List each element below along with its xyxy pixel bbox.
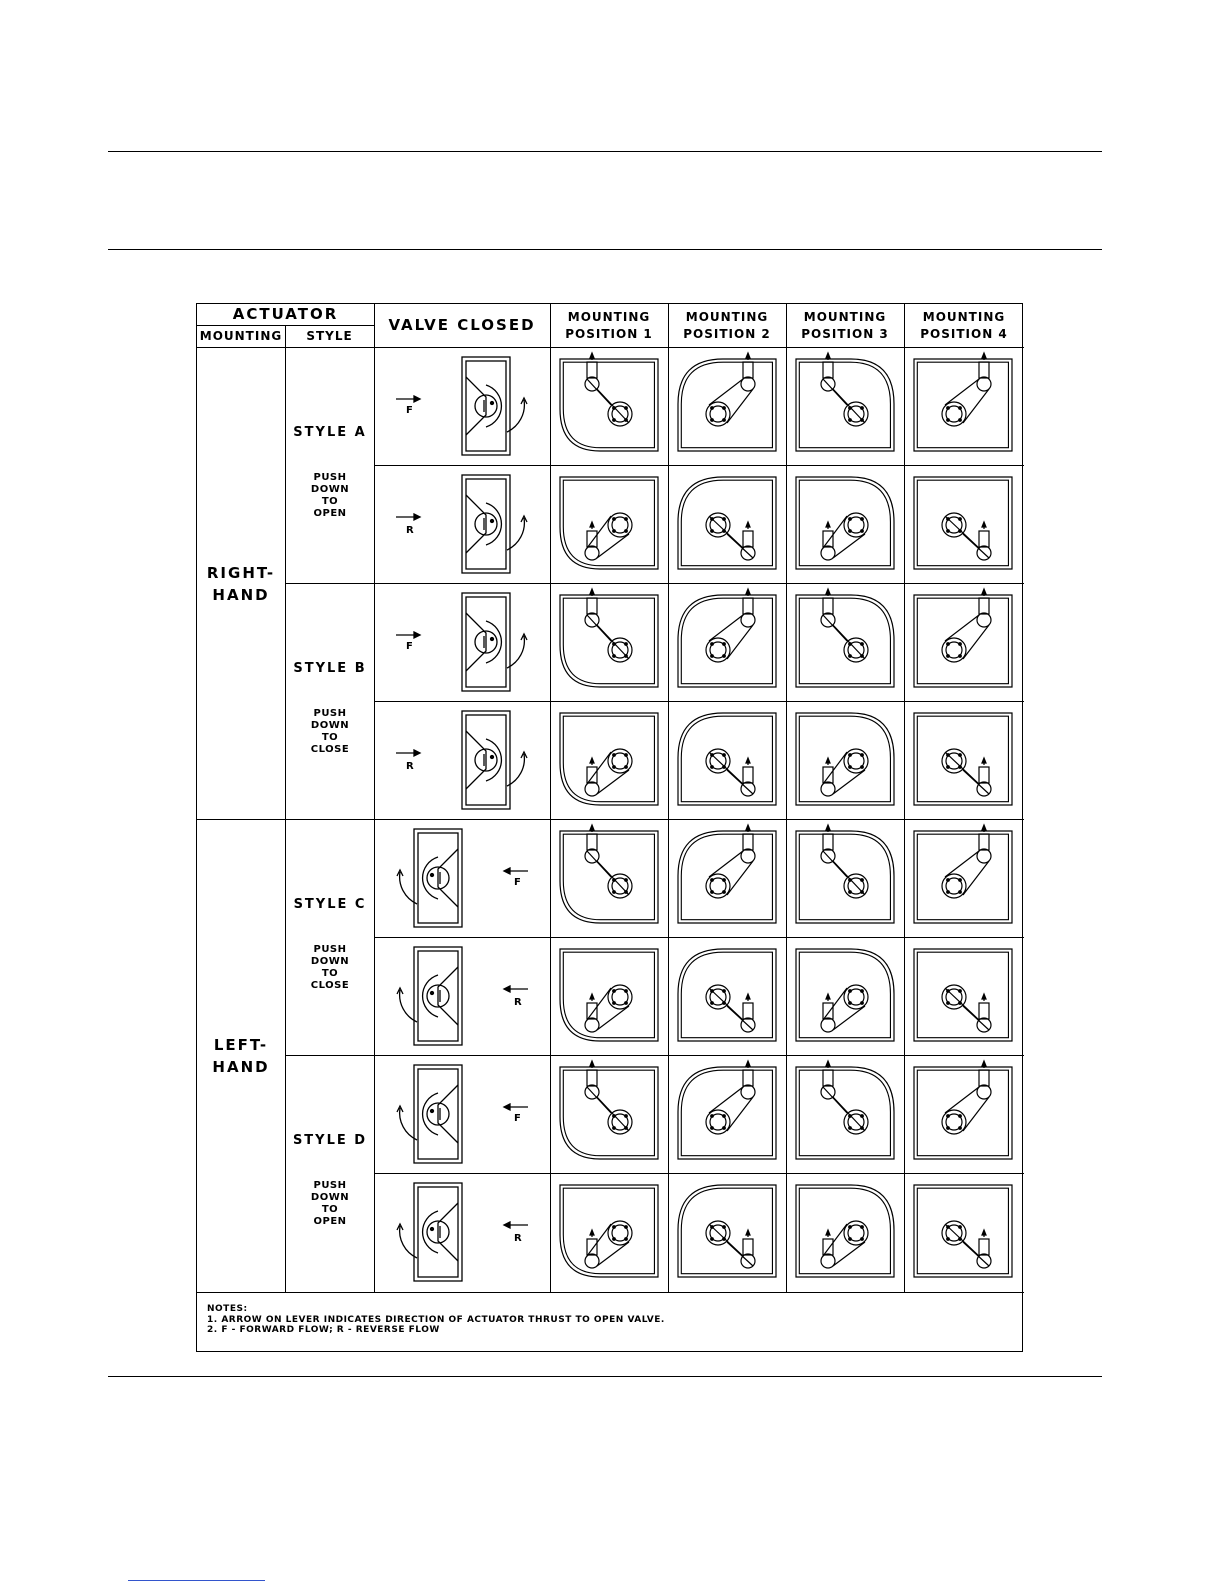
style-d-note-line: OPEN bbox=[313, 1216, 347, 1227]
mounting-position-4-diagram bbox=[904, 583, 1024, 701]
header-valve-closed: VALVE CLOSED bbox=[388, 316, 536, 334]
mounting-position-3-diagram bbox=[786, 701, 904, 819]
header-position-3-line1: MOUNTING bbox=[803, 309, 887, 324]
mounting-position-1-diagram bbox=[550, 347, 668, 465]
flow-label: F bbox=[514, 1113, 521, 1124]
style-c-note-line: TO bbox=[321, 968, 339, 979]
valve-closed-diagram bbox=[374, 937, 550, 1055]
mounting-position-4-diagram bbox=[904, 1173, 1024, 1291]
style-b-note-line: DOWN bbox=[310, 720, 350, 731]
header-position-1-line1: MOUNTING bbox=[567, 309, 651, 324]
valve-closed-diagram bbox=[374, 465, 550, 583]
mounting-position-2-diagram bbox=[668, 937, 786, 1055]
footer-link-underline bbox=[128, 1580, 265, 1581]
mounting-position-2-diagram bbox=[668, 1173, 786, 1291]
hand-label-left-line2: HAND bbox=[212, 1058, 270, 1076]
header-position-2 bbox=[668, 304, 786, 347]
mounting-position-1-diagram bbox=[550, 583, 668, 701]
valve-closed-diagram bbox=[374, 701, 550, 819]
style-b-note-line: CLOSE bbox=[310, 744, 350, 755]
flow-label: R bbox=[514, 1233, 522, 1244]
valve-closed-diagram bbox=[374, 347, 550, 465]
style-a-note-line: TO bbox=[321, 496, 339, 507]
style-d-note-line: PUSH bbox=[313, 1180, 347, 1191]
mounting-position-1-diagram bbox=[550, 1055, 668, 1173]
header-position-2-line2: POSITION 2 bbox=[683, 326, 771, 341]
hand-label-left-line1: LEFT- bbox=[213, 1036, 269, 1054]
style-b-label: STYLE B bbox=[293, 661, 367, 676]
style-c-note-line: PUSH bbox=[313, 944, 347, 955]
header-mounting: MOUNTING bbox=[199, 328, 283, 343]
flow-label: F bbox=[406, 405, 413, 416]
valve-closed-diagram bbox=[374, 1055, 550, 1173]
flow-label: R bbox=[406, 761, 414, 772]
bottom-rule bbox=[108, 1376, 1102, 1377]
mounting-position-3-diagram bbox=[786, 937, 904, 1055]
notes-block bbox=[207, 1304, 665, 1336]
valve-closed-diagram bbox=[374, 819, 550, 937]
style-c-note-line: DOWN bbox=[310, 956, 350, 967]
mounting-position-2-diagram bbox=[668, 465, 786, 583]
hand-label-right bbox=[197, 562, 285, 606]
style-d-note bbox=[286, 1180, 374, 1228]
mounting-position-1-diagram bbox=[550, 819, 668, 937]
header-style: STYLE bbox=[306, 328, 353, 343]
note-item-1: 1. ARROW ON LEVER INDICATES DIRECTION OF ACTUATOR THRUST TO OPEN VALVE. bbox=[207, 1314, 665, 1325]
mounting-position-4-diagram bbox=[904, 937, 1024, 1055]
flow-label: F bbox=[406, 641, 413, 652]
mounting-position-4-diagram bbox=[904, 347, 1024, 465]
mounting-position-3-diagram bbox=[786, 347, 904, 465]
style-a-note-line: OPEN bbox=[313, 508, 347, 519]
style-a-label: STYLE A bbox=[293, 425, 367, 440]
mounting-position-4-diagram bbox=[904, 1055, 1024, 1173]
mounting-position-1-diagram bbox=[550, 465, 668, 583]
style-d-note-line: TO bbox=[321, 1204, 339, 1215]
mounting-position-3-diagram bbox=[786, 583, 904, 701]
top-rule bbox=[108, 151, 1102, 152]
style-d-label: STYLE D bbox=[292, 1133, 368, 1148]
header-position-4-line2: POSITION 4 bbox=[920, 326, 1008, 341]
mounting-position-1-diagram bbox=[550, 701, 668, 819]
flow-label: F bbox=[514, 877, 521, 888]
style-b-note-line: PUSH bbox=[313, 708, 347, 719]
mounting-position-1-diagram bbox=[550, 937, 668, 1055]
upper-rule bbox=[108, 249, 1102, 250]
flow-label: R bbox=[514, 997, 522, 1008]
style-a-note-line: PUSH bbox=[313, 472, 347, 483]
header-actuator: ACTUATOR bbox=[232, 305, 339, 323]
mounting-position-2-diagram bbox=[668, 819, 786, 937]
style-a-note bbox=[286, 472, 374, 520]
mounting-position-3-diagram bbox=[786, 465, 904, 583]
mounting-position-3-diagram bbox=[786, 1173, 904, 1291]
mounting-position-2-diagram bbox=[668, 347, 786, 465]
style-d-note-line: DOWN bbox=[310, 1192, 350, 1203]
style-a-note-line: DOWN bbox=[310, 484, 350, 495]
style-b-note-line: TO bbox=[321, 732, 339, 743]
hand-label-left bbox=[197, 1034, 285, 1078]
flow-label: R bbox=[406, 525, 414, 536]
mounting-position-1-diagram bbox=[550, 1173, 668, 1291]
valve-closed-diagram bbox=[374, 1173, 550, 1291]
header-position-4-line1: MOUNTING bbox=[922, 309, 1006, 324]
note-item-2: 2. F - FORWARD FLOW; R - REVERSE FLOW bbox=[207, 1325, 440, 1335]
mounting-position-3-diagram bbox=[786, 1055, 904, 1173]
header-position-2-line1: MOUNTING bbox=[685, 309, 769, 324]
hand-label-right-line1: RIGHT- bbox=[206, 564, 276, 582]
style-b-note bbox=[286, 708, 374, 756]
notes-divider bbox=[197, 1292, 1024, 1293]
mounting-position-2-diagram bbox=[668, 583, 786, 701]
valve-closed-diagram bbox=[374, 583, 550, 701]
header-position-4 bbox=[904, 304, 1024, 347]
header-position-1-line2: POSITION 1 bbox=[565, 326, 653, 341]
mounting-position-2-diagram bbox=[668, 701, 786, 819]
header-position-3-line2: POSITION 3 bbox=[801, 326, 889, 341]
mounting-chart bbox=[196, 303, 1023, 1352]
header-position-1 bbox=[550, 304, 668, 347]
mounting-position-4-diagram bbox=[904, 465, 1024, 583]
mounting-position-4-diagram bbox=[904, 819, 1024, 937]
style-c-note bbox=[286, 944, 374, 992]
mounting-position-3-diagram bbox=[786, 819, 904, 937]
header-position-3 bbox=[786, 304, 904, 347]
style-c-label: STYLE C bbox=[293, 897, 367, 912]
mounting-position-2-diagram bbox=[668, 1055, 786, 1173]
style-c-note-line: CLOSE bbox=[310, 980, 350, 991]
notes-title: NOTES: bbox=[207, 1304, 248, 1314]
hand-label-right-line2: HAND bbox=[212, 586, 270, 604]
mounting-position-4-diagram bbox=[904, 701, 1024, 819]
